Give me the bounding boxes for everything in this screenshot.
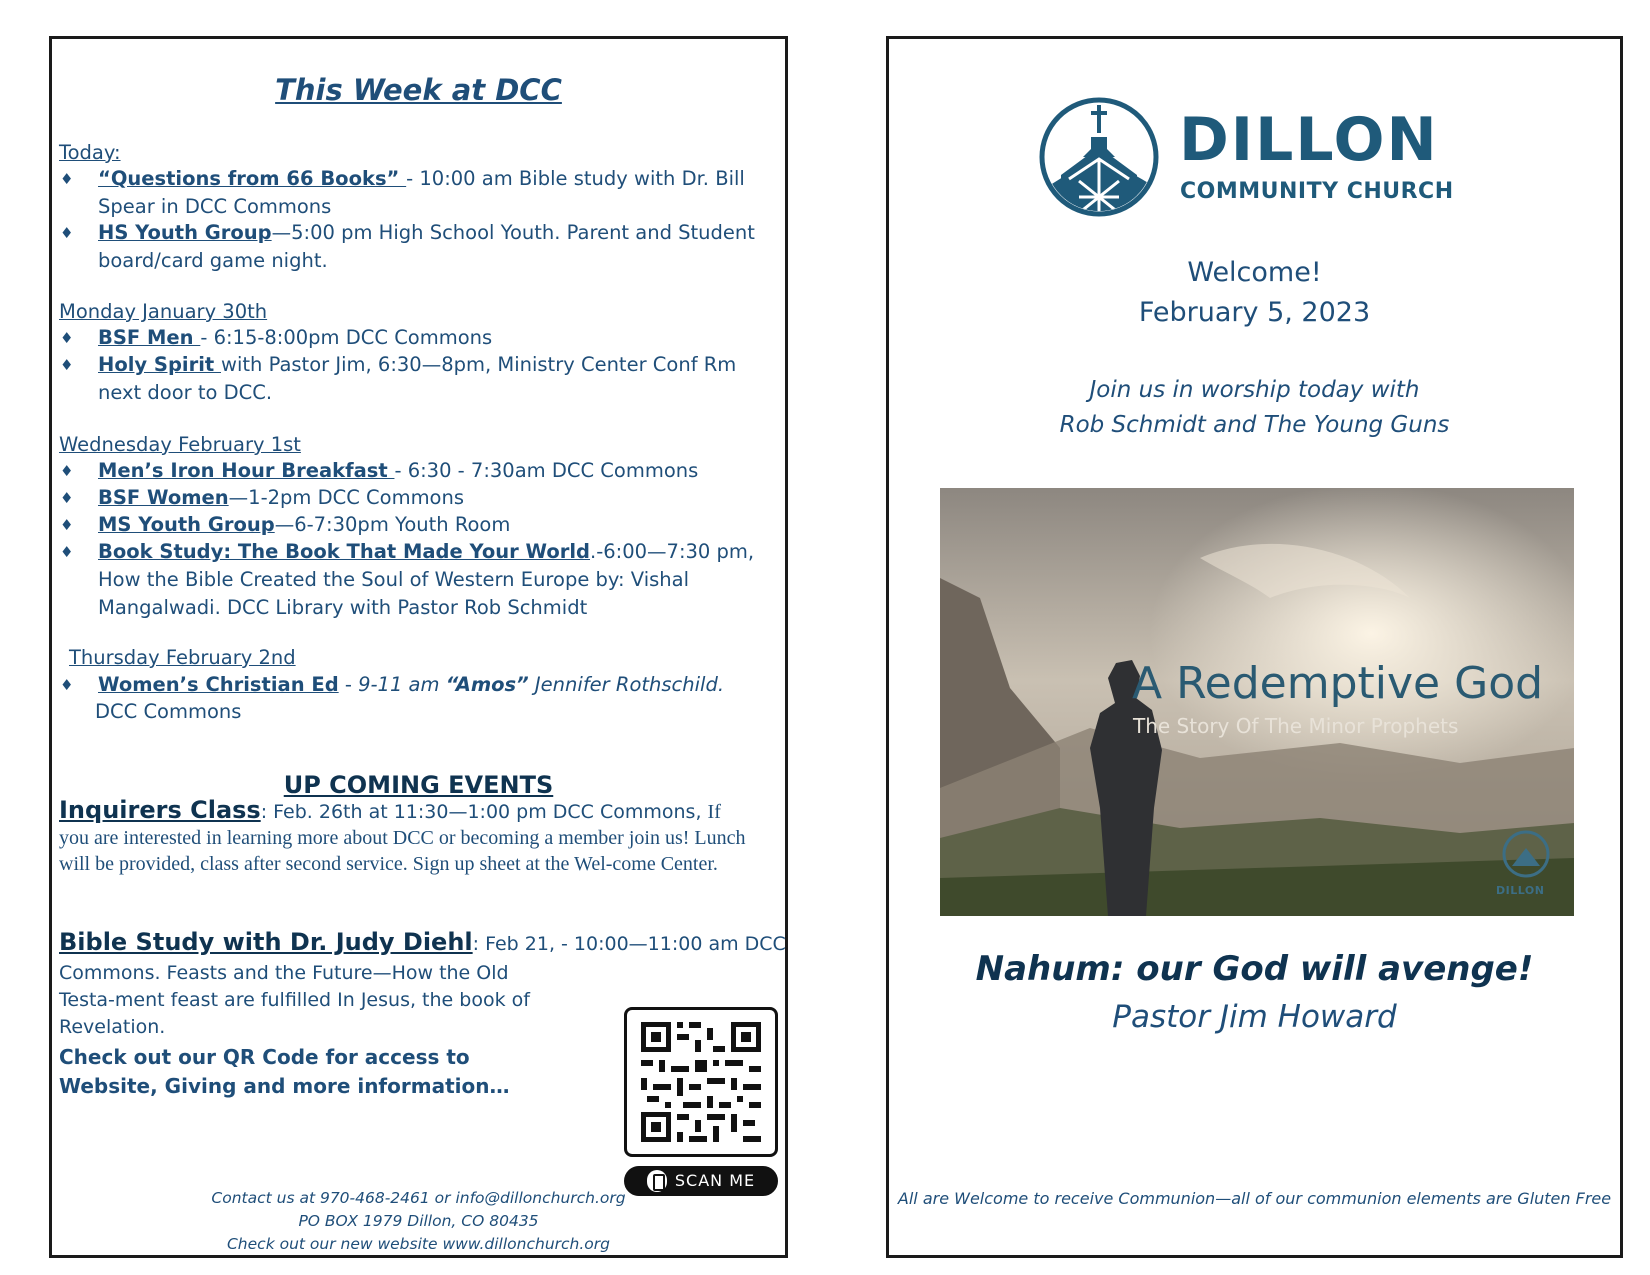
event-details: .-6:00—7:30 pm, How the Bible Created the Soul of Western Europe by: Vishal Mangalwadi. DCC Library with Pastor Rob Schmidt [98,540,755,619]
welcome-block [889,253,1620,333]
welcome-panel [886,36,1623,1258]
series-subtitle: The Story Of The Minor Prophets [1133,714,1459,738]
thursday-heading: Thursday February 2nd [69,646,296,669]
website-line: Check out our new website www.dillonchurch.org [226,1235,610,1253]
bible-study-title: Bible Study with Dr. Judy Diehl [59,928,473,956]
event-name: Women’s Christian Ed [98,673,339,696]
bible-study-lead: : Feb 21, - 10:00—11:00 am DCC [472,933,786,955]
week-title: This Week at DCC [275,73,562,107]
church-logo-icon [1039,97,1159,217]
event-item [60,671,780,699]
sermon-title: Nahum: our God will avenge! [975,949,1534,989]
event-name: “Questions from 66 Books” [98,167,407,190]
monday-heading: Monday January 30th [59,300,268,323]
diamond-bullet-icon: ♦ [60,489,74,507]
diamond-bullet-icon: ♦ [60,516,74,534]
event-name: Men’s Iron Hour Breakfast [98,459,395,482]
worship-line-2: Rob Schmidt and The Young Guns [1059,412,1450,438]
event-details: with Pastor Jim, 6:30—8pm, Ministry Center Conf Rm next door to DCC. [98,353,737,404]
inquirers-title: Inquirers Class [59,796,261,824]
diamond-bullet-icon: ♦ [60,676,74,694]
event-details: - 6:30 - 7:30am DCC Commons [394,459,699,482]
diamond-bullet-icon: ♦ [60,170,74,188]
event-place: DCC Commons [95,700,242,723]
service-date: February 5, 2023 [1138,297,1371,328]
diamond-bullet-icon: ♦ [60,224,74,242]
event-name: MS Youth Group [98,513,275,536]
event-name: BSF Men [98,326,201,349]
sermon-series-image [940,488,1574,916]
event-name: Holy Spirit [98,353,221,376]
communion-note: All are Welcome to receive Communion—all of our communion elements are Gluten Free [897,1189,1612,1208]
event-author: Jennifer Rothschild. [528,673,725,696]
event-name: BSF Women [98,486,229,509]
bible-study-body: Commons. Feasts and the Future—How the Old Testa-ment feast are fulfilled In Jesus, the book of Revelation. [59,962,530,1038]
qr-code[interactable] [624,1007,778,1157]
series-title: A Redemptive God [1132,658,1544,709]
qr-code-icon [627,1010,775,1154]
diamond-bullet-icon: ♦ [60,543,74,561]
image-logo-text: DILLON [1496,884,1545,897]
logo-subtitle: COMMUNITY CHURCH [1180,179,1454,204]
this-week-panel [49,36,788,1258]
event-topic: “Amos” [445,673,529,696]
qr-caption: Check out our QR Code for access to Website, Giving and more information… [59,1045,510,1098]
upcoming-events-title: UP COMING EVENTS [283,771,554,799]
worship-line-1: Join us in worship today with [1089,377,1420,403]
pastor-name: Pastor Jim Howard [1112,999,1397,1035]
contact-info [52,1187,785,1256]
event-name: Book Study: The Book That Made Your World [98,540,591,563]
event-dash: - [338,673,359,696]
event-item [60,165,780,221]
event-item [60,511,780,539]
event-item [60,219,780,275]
event-details: —5:00 pm High School Youth. Parent and Student board/card game night. [98,221,755,272]
event-item [60,457,780,485]
inquirers-lead: : Feb. 26th at 11:30—1:00 pm DCC Commons, [260,801,708,823]
event-details: - 6:15-8:00pm DCC Commons [200,326,493,349]
bible-study-heading [59,928,786,956]
diamond-bullet-icon: ♦ [60,356,74,374]
event-item [60,351,780,407]
event-details: —1-2pm DCC Commons [228,486,465,509]
event-item [60,538,780,622]
scan-me-label: SCAN ME [674,1171,756,1190]
today-heading: Today: [59,141,121,164]
event-item [60,484,780,512]
event-details: —6-7:30pm Youth Room [274,513,511,536]
inquirers-body: If you are interested in learning more about DCC or becoming a member join us! Lunch will be provided, class after second service. Sign up sheet at the Wel-come Center. [59,801,746,875]
diamond-bullet-icon: ♦ [60,462,74,480]
event-item [60,324,780,352]
diamond-bullet-icon: ♦ [60,329,74,347]
worship-invite [889,373,1620,443]
welcome-text: Welcome! [1187,257,1322,288]
address-line: PO BOX 1979 Dillon, CO 80435 [298,1212,539,1230]
event-name: HS Youth Group [98,221,272,244]
event-time: 9-11 am [358,673,446,696]
logo-title: DILLON [1179,105,1439,175]
wednesday-heading: Wednesday February 1st [59,433,301,456]
event-details: - 10:00 am Bible study with Dr. Bill Spear in DCC Commons [98,167,745,218]
contact-line: Contact us at 970-468-2461 or info@dillonchurch.org [211,1189,626,1207]
inquirers-class [59,796,749,877]
